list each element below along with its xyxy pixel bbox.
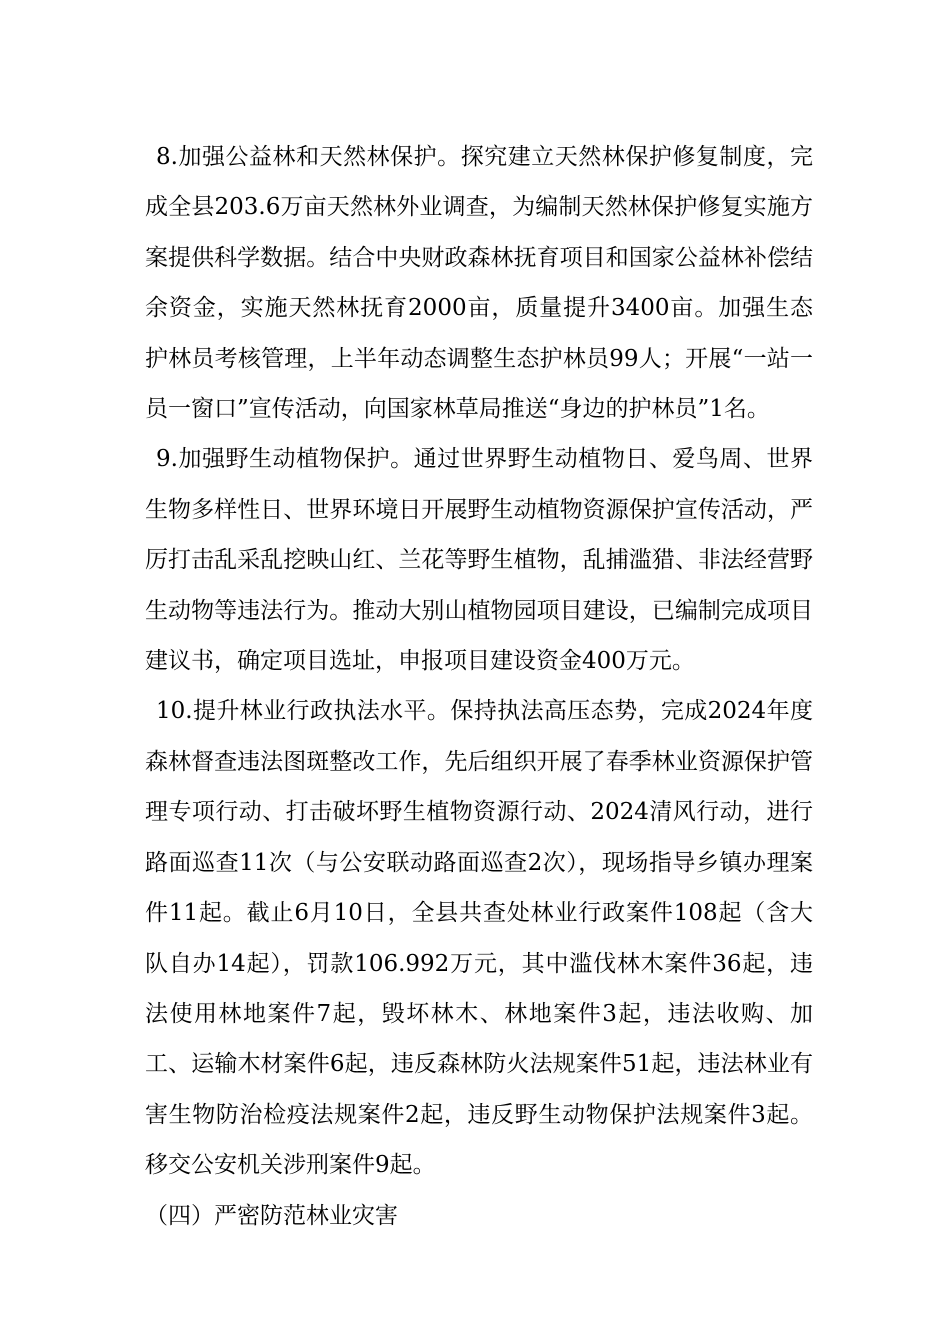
- section-heading-disaster-prevention: （四）严密防范林业灾害: [145, 1202, 398, 1229]
- paragraph-wildlife-protection: 9.加强野生动植物保护。通过世界野生动植物日、爱鸟周、世界生物多样性日、世界环境日开展野生动植物资源保护宣传活动，严厉打击乱采乱挖映山红、兰花等野生植物，乱捕滥猎、非法经营野生动物等违法行为。推动大别山植物园项目建设，已编制完成项目建议书，确定项目选址，申报项目建设资金400万元。: [145, 446, 813, 675]
- document-body: [145, 132, 813, 1241]
- paragraph-forestry-enforcement: 10.提升林业行政执法水平。保持执法高压态势，完成2024年度森林督查违法图斑整改工作，先后组织开展了春季林业资源保护管理专项行动、打击破坏野生植物资源行动、2024清风行动，进行路面巡查11次（与公安联动路面巡查2次），现场指导乡镇办理案件11起。截止6月10日，全县共查处林业行政案件108起（含大队自办14起），罚款106.992万元，其中滥伐林木案件36起，违法使用林地案件7起，毁坏林木、林地案件3起，违法收购、加工、运输木材案件6起，违反森林防火法规案件51起，违法林业有害生物防治检疫法规案件2起，违反野生动物保护法规案件3起。移交公安机关涉刑案件9起。: [145, 698, 813, 1179]
- paragraph-public-welfare-forest: 8.加强公益林和天然林保护。探究建立天然林保护修复制度，完成全县203.6万亩天然林外业调查，为编制天然林保护修复实施方案提供科学数据。结合中央财政森林抚育项目和国家公益林补偿结余资金，实施天然林抚育2000亩，质量提升3400亩。加强生态护林员考核管理，上半年动态调整生态护林员99人；开展“一站一员一窗口”宣传活动，向国家林草局推送“身边的护林员”1名。: [145, 144, 813, 423]
